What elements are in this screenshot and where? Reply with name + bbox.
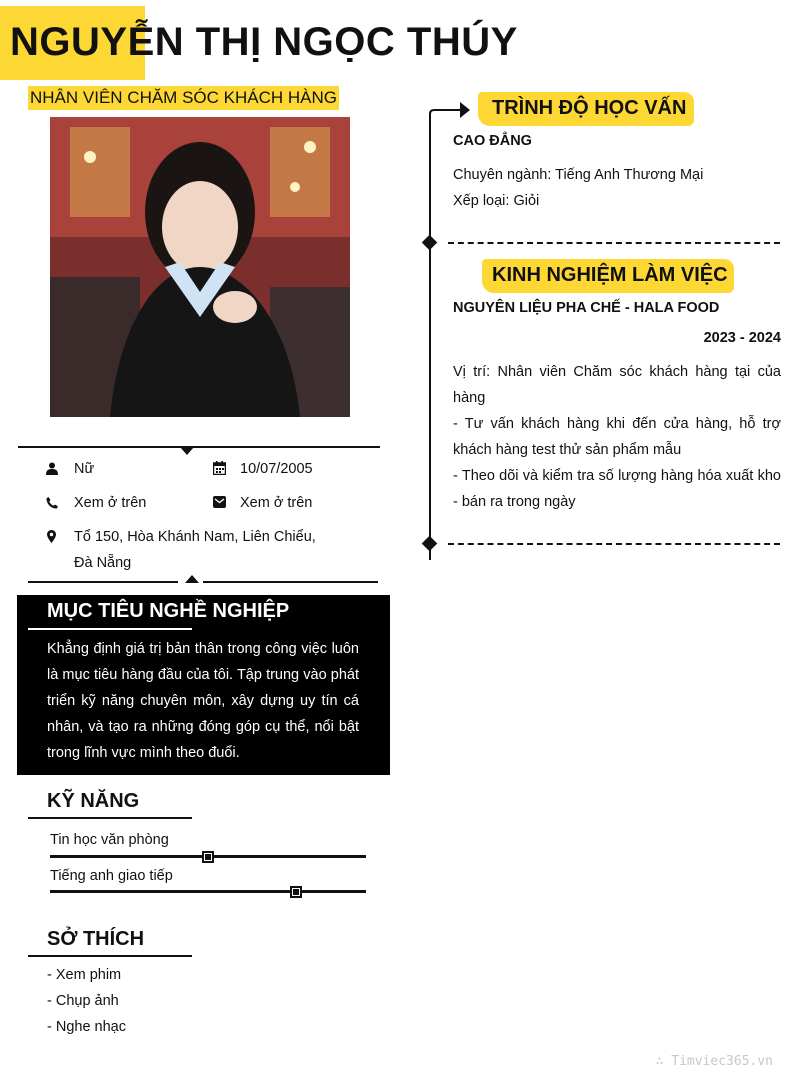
watermark [656,1054,773,1069]
education-dashed-divider [448,242,780,244]
objective-text: Khẳng định giá trị bản thân trong công việc luôn là mục tiêu hàng đầu của tôi. Tập trung vào phát triển kỹ năng chuyên môn, xây dựng uy tín cá nhân, và tạo ra những đóng góp cụ thể, nổi bật trong lĩnh vực mình theo đuổi. [47,641,359,761]
experience-duty: - Theo dõi và kiểm tra số lượng hàng hóa xuất kho - bán ra trong ngày [453,468,781,510]
timeline-arrow-icon [420,100,480,122]
calendar-icon [213,461,227,475]
candidate-name: NGUYỄN THỊ NGỌC THÚY [10,20,518,64]
info-bottom-divider-right [203,581,378,583]
skill-level-knob-english [290,886,302,898]
experience-duty: - Tư vấn khách hàng khi đến cửa hàng, hỗ trợ khách hàng test thử sản phẩm mẫu [453,416,781,458]
divider-arrow-down [180,447,194,455]
experience-title: KINH NGHIỆM LÀM VIỆC [492,264,728,286]
gender-value: Nữ [74,461,95,477]
timeline-diamond [422,235,438,251]
profile-photo [50,117,350,417]
hobby-item: - Xem phim [47,967,122,983]
info-bottom-divider-left [28,581,178,583]
skills-title-underline [28,817,192,819]
timeline-line [429,120,431,560]
divider-arrow-up [185,575,199,583]
skill-level-knob-office [202,851,214,863]
skill-label-office: Tin học văn phòng [50,832,169,848]
objective-title-underline [28,628,192,630]
address-line1: Tổ 150, Hòa Khánh Nam, Liên Chiểu, [74,529,316,545]
experience-dashed-divider [448,543,780,545]
hobbies-title: SỞ THÍCH [47,928,145,950]
candidate-role: NHÂN VIÊN CHĂM SÓC KHÁCH HÀNG [28,86,339,110]
email-value: Xem ở trên [240,495,313,511]
phone-value: Xem ở trên [74,495,147,511]
hobby-item: - Nghe nhạc [47,1019,126,1035]
objective-title: MỤC TIÊU NGHỀ NGHIỆP [47,600,290,622]
watermark-text: Timviec365.vn [671,1054,773,1069]
map-pin-icon [47,530,61,544]
phone-icon [46,496,60,510]
watermark-logo-icon: ∴ [655,1054,672,1069]
experience-period: 2023 - 2024 [703,330,781,346]
skills-title: KỸ NĂNG [47,790,140,812]
birthday-value: 10/07/2005 [240,461,313,477]
envelope-icon [213,495,227,509]
portrait-illustration [50,117,350,417]
user-icon [46,462,60,476]
education-title: TRÌNH ĐỘ HỌC VẤN [492,97,687,119]
skill-label-english: Tiếng anh giao tiếp [50,868,173,884]
education-rank: Xếp loại: Giỏi [453,193,540,209]
experience-company: NGUYÊN LIỆU PHA CHẾ - HALA FOOD [453,300,720,316]
info-top-divider [18,446,380,448]
address-line2: Đà Nẵng [74,555,132,571]
hobby-item: - Chụp ảnh [47,993,119,1009]
experience-position: Vị trí: Nhân viên Chăm sóc khách hàng tại của hàng [453,364,781,406]
education-major: Chuyên ngành: Tiếng Anh Thương Mại [453,167,704,183]
hobbies-title-underline [28,955,192,957]
skill-track-english [50,890,366,893]
education-degree: CAO ĐẲNG [453,133,532,149]
timeline-diamond [422,536,438,552]
